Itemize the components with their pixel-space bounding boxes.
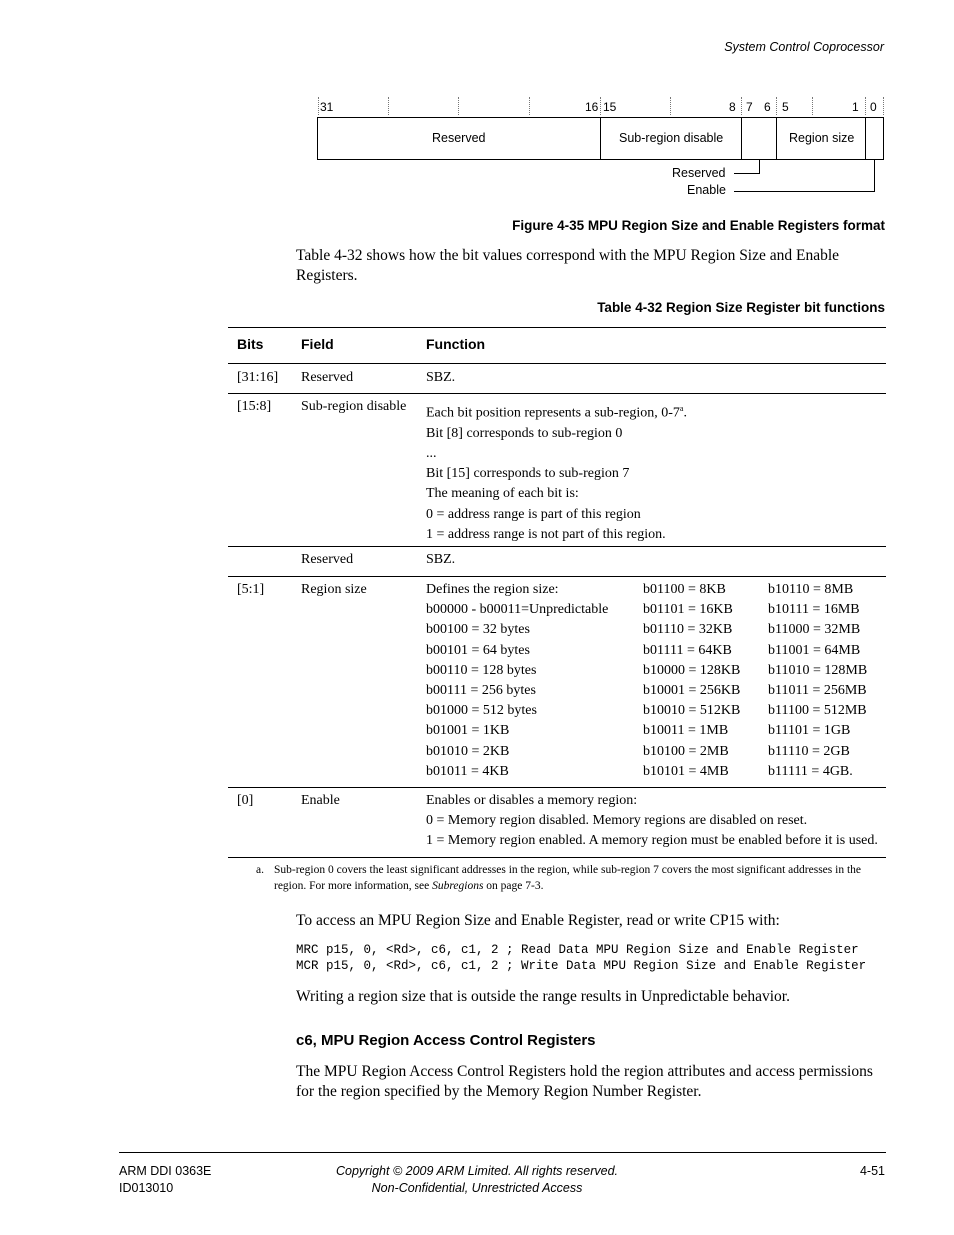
region-size-column-1 (426, 580, 608, 782)
region-size-column-3 (768, 580, 867, 782)
cell-field: Enable (301, 793, 340, 808)
region-size-entry: b01001 = 1KB (426, 723, 510, 739)
column-header-bits: Bits (237, 336, 264, 352)
bit-number-16: 16 (585, 100, 599, 114)
region-size-entry: b10101 = 4MB (643, 763, 729, 779)
cell-field: Reserved (301, 552, 354, 567)
table-rule (228, 787, 886, 788)
region-size-entry: b10100 = 2MB (643, 743, 729, 759)
region-size-entry: b01100 = 8KB (643, 582, 726, 597)
section-paragraph: The MPU Region Access Control Registers hold the region attributes and access permissions for the region specified by the Memory Region Number Register. (296, 1063, 873, 1100)
bit-number-5: 5 (782, 100, 789, 114)
table-rule (228, 546, 886, 547)
bit-tick (865, 97, 866, 115)
bit-tick (458, 97, 459, 115)
footnote-mark: a. (256, 864, 264, 876)
region-size-entry: b01011 = 4KB (426, 763, 509, 779)
bit-tick (776, 97, 777, 115)
callout-line (874, 160, 875, 192)
region-size-entry: b01111 = 64KB (643, 642, 732, 658)
cell-bits: [5:1] (237, 582, 265, 597)
field-reserved-bit-7 (741, 117, 777, 160)
register-format-diagram (300, 95, 900, 205)
footnote-text: Sub-region 0 covers the least significant addresses in the region, while sub-region 7 covers the most significant addresses in the region. For more information, see Subregions on page 7-3. (274, 864, 861, 892)
region-size-entry: b11001 = 64MB (768, 642, 861, 658)
cell-function (426, 399, 687, 545)
bit-tick (529, 97, 530, 115)
callout-reserved: Reserved (672, 166, 726, 180)
table-rule (228, 857, 886, 858)
region-size-entry: b01000 = 512 bytes (426, 703, 537, 719)
warning-paragraph: Writing a region size that is outside the range results in Unpredictable behavior. (296, 988, 790, 1005)
function-line: Enables or disables a memory region: (426, 793, 638, 808)
bit-number-31: 31 (320, 100, 334, 114)
cell-bits: [0] (237, 793, 254, 808)
bit-number-6: 6 (764, 100, 771, 114)
cell-function (426, 791, 878, 852)
bit-number-1: 1 (852, 100, 859, 114)
function-line: 0 = address range is part of this region (426, 506, 641, 522)
footer-release-id: ID013010 (119, 1181, 174, 1195)
footnote-ref[interactable]: a (679, 404, 684, 413)
bit-number-15: 15 (603, 100, 617, 114)
function-line: 0 = Memory region disabled. Memory regions are disabled on reset. (426, 813, 808, 829)
region-size-entry: b11011 = 256MB (768, 683, 867, 699)
bit-tick (812, 97, 813, 115)
intro-paragraph: Table 4-32 shows how the bit values correspond with the MPU Region Size and Enable Registers. (296, 247, 840, 284)
running-header: System Control Coprocessor (724, 40, 884, 54)
code-line-mrc: MRC p15, 0, <Rd>, c6, c1, 2 ; Read Data MPU Region Size and Enable Register (296, 943, 859, 957)
access-paragraph: To access an MPU Region Size and Enable Register, read or write CP15 with: (296, 912, 780, 929)
region-size-entry: b00100 = 32 bytes (426, 622, 530, 638)
cell-field: Reserved (301, 370, 354, 385)
function-line: The meaning of each bit is: (426, 486, 579, 502)
function-line: Bit [8] corresponds to sub-region 0 (426, 425, 623, 441)
table-footnote (256, 862, 876, 894)
field-label-reserved: Reserved (432, 131, 486, 145)
cell-function: SBZ. (426, 552, 456, 567)
code-line-mcr: MCR p15, 0, <Rd>, c6, c1, 2 ; Write Data MPU Region Size and Enable Register (296, 959, 867, 973)
bit-tick (318, 97, 319, 115)
region-size-entry: b10010 = 512KB (643, 703, 741, 719)
table-rule (228, 576, 886, 577)
bit-tick (388, 97, 389, 115)
function-line: ... (426, 446, 437, 462)
callout-line (759, 160, 760, 174)
footer-legal (300, 1163, 654, 1197)
bit-tick (670, 97, 671, 115)
cell-function: SBZ. (426, 370, 456, 385)
footer-rule (119, 1152, 886, 1153)
field-label-region-size: Region size (789, 131, 855, 145)
callout-line (734, 191, 875, 192)
table-rule (228, 393, 886, 394)
table-caption: Table 4-32 Region Size Register bit functions (597, 300, 885, 315)
function-line: Each bit position represents a sub-region, 0-7$^a$. (426, 404, 687, 421)
function-line: 1 = Memory region enabled. A memory region must be enabled before it is used. (426, 833, 878, 849)
callout-line (734, 173, 760, 174)
subregions-link[interactable]: Subregions (432, 880, 484, 892)
region-size-entry: b10111 = 16MB (768, 602, 860, 618)
region-size-entry: b10110 = 8MB (768, 582, 854, 597)
region-size-entry: b11100 = 512MB (768, 703, 867, 719)
region-size-entry: b10001 = 256KB (643, 683, 741, 699)
region-size-entry: b10011 = 1MB (643, 723, 729, 739)
region-size-entry: Defines the region size: (426, 582, 559, 597)
region-size-column-2 (643, 580, 740, 782)
region-size-entry: b01110 = 32KB (643, 622, 733, 638)
bit-number-8: 8 (729, 100, 736, 114)
cell-bits: [15:8] (237, 399, 272, 414)
footer-confidentiality: Non-Confidential, Unrestricted Access (371, 1181, 583, 1195)
region-size-entry: b11000 = 32MB (768, 622, 861, 638)
figure-caption: Figure 4-35 MPU Region Size and Enable Registers format (512, 218, 885, 233)
cell-bits: [31:16] (237, 370, 279, 385)
bit-number-0: 0 (870, 100, 877, 114)
field-label-subregion-disable: Sub-region disable (619, 131, 724, 145)
cell-field: Region size (301, 582, 367, 597)
region-size-entry: b01101 = 16KB (643, 602, 733, 618)
region-size-entry: b11111 = 4GB. (768, 763, 853, 779)
bit-tick (600, 97, 601, 115)
region-size-entry: b00101 = 64 bytes (426, 642, 530, 658)
cell-field: Sub-region disable (301, 399, 407, 414)
region-size-entry: b10000 = 128KB (643, 662, 741, 678)
footer-doc-ids (119, 1163, 211, 1197)
region-size-entry: b11101 = 1GB (768, 723, 851, 739)
table-rule (228, 363, 886, 364)
footer-copyright: Copyright © 2009 ARM Limited. All rights reserved. (335, 1164, 618, 1178)
region-size-entry: b00000 - b00011=Unpredictable (426, 602, 609, 618)
region-size-entry: b11110 = 2GB (768, 743, 850, 759)
function-line: Bit [15] corresponds to sub-region 7 (426, 466, 630, 482)
column-header-function: Function (426, 336, 486, 352)
bit-number-7: 7 (746, 100, 753, 114)
column-header-field: Field (301, 336, 334, 352)
region-size-entry: b00110 = 128 bytes (426, 662, 537, 678)
section-heading: c6, MPU Region Access Control Registers (296, 1032, 596, 1049)
function-line: 1 = address range is not part of this region. (426, 526, 666, 542)
bit-tick (741, 97, 742, 115)
region-size-entry: b01010 = 2KB (426, 743, 510, 759)
footer-page-number: 4-51 (859, 1164, 885, 1178)
field-enable (865, 117, 884, 160)
footer-doc-id: ARM DDI 0363E (119, 1164, 212, 1178)
table-rule (228, 327, 886, 328)
region-size-entry: b00111 = 256 bytes (426, 683, 536, 699)
callout-enable: Enable (687, 183, 726, 197)
region-size-entry: b11010 = 128MB (768, 662, 868, 678)
bit-tick (883, 97, 884, 115)
